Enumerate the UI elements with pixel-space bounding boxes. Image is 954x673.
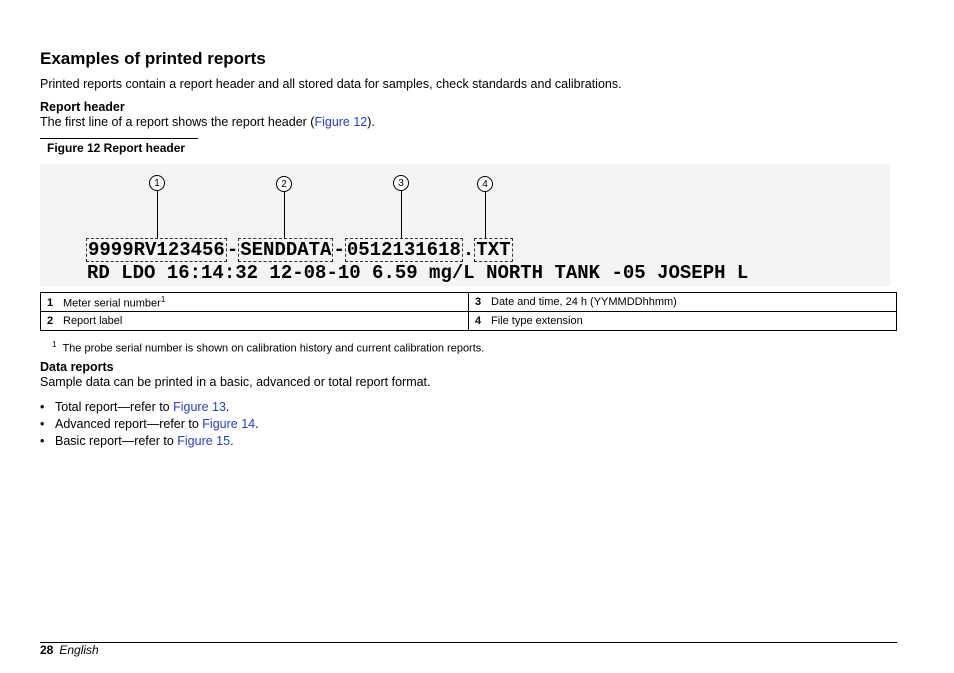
callout-4: 4 (477, 176, 493, 192)
section-title: Examples of printed reports (40, 49, 266, 68)
footer-rule (40, 642, 897, 643)
footnote (52, 340, 484, 355)
data-reports-heading: Data reports (40, 360, 114, 374)
bullet-icon: • (40, 417, 45, 431)
data-reports-intro: Sample data can be printed in a basic, advanced or total report format. (40, 375, 431, 389)
footnote-text: The probe serial number is shown on calibration history and current calibration reports. (62, 342, 485, 355)
legend-text: Report label (63, 315, 123, 327)
list-item (40, 400, 259, 417)
separator-1: - (226, 239, 239, 261)
legend-cell (469, 293, 897, 312)
date-time-segment: 0512131618 (346, 239, 461, 261)
callout-4-leader (485, 192, 486, 240)
report-data-line: RD LDO 16:14:32 12-08-10 6.59 mg/L NORTH TANK -05 JOSEPH L (87, 262, 749, 284)
list-item-text: Basic report—refer to (55, 434, 178, 448)
report-header-text (40, 115, 375, 130)
separator-2: - (333, 239, 345, 261)
list-item-after: . (225, 400, 230, 414)
separator-3: . (462, 239, 475, 261)
figure-15-link[interactable]: Figure 15 (177, 434, 231, 448)
legend-cell (41, 312, 469, 331)
footnote-reference: 1 (160, 294, 166, 304)
figure-13-link[interactable]: Figure 13 (173, 400, 226, 414)
legend-text: Date and time, 24 h (YYMMDDhhmm) (491, 296, 677, 308)
list-item-text: Advanced report—refer to (55, 417, 203, 431)
figure-caption: Figure 12 Report header (47, 141, 186, 155)
report-format-list (40, 400, 259, 451)
legend-text: Meter serial number (63, 297, 161, 310)
list-item (40, 417, 259, 434)
report-label-segment: SENDDATA (240, 239, 332, 261)
callout-1-leader (157, 191, 158, 240)
callout-3-leader (401, 191, 402, 240)
bullet-icon: • (40, 434, 45, 448)
legend-cell (41, 293, 469, 312)
legend-number: 3 (475, 296, 482, 308)
list-item-text: Total report—refer to (55, 400, 174, 414)
callout-1: 1 (149, 175, 165, 191)
list-item-after: . (255, 417, 259, 431)
serial-number-segment: 9999RV123456 (88, 239, 225, 261)
report-header-text-after: ). (367, 115, 375, 129)
report-header-line (86, 239, 513, 261)
figure-legend-table (40, 292, 897, 331)
legend-number: 1 (47, 297, 54, 310)
legend-text: File type extension (491, 315, 583, 327)
list-item-after: . (230, 434, 234, 448)
section-intro: Printed reports contain a report header and all stored data for samples, check standards and calibrations. (40, 77, 622, 91)
legend-number: 4 (475, 315, 482, 327)
callout-2: 2 (276, 176, 292, 192)
report-header-heading: Report header (40, 100, 125, 114)
table-row (41, 293, 897, 312)
footnote-mark: 1 (52, 340, 57, 349)
bullet-icon: • (40, 400, 45, 414)
callout-2-leader (284, 192, 285, 240)
page-number: 28 (40, 643, 54, 657)
page-footer (40, 643, 99, 657)
report-header-text-before: The first line of a report shows the report header ( (40, 115, 315, 129)
table-row (41, 312, 897, 331)
file-extension-segment: TXT (476, 239, 511, 261)
list-item (40, 434, 259, 451)
footer-language: English (59, 643, 99, 657)
figure-12-link[interactable]: Figure 12 (314, 115, 368, 129)
callout-3: 3 (393, 175, 409, 191)
legend-number: 2 (47, 315, 54, 327)
figure-caption-rule (40, 138, 198, 139)
figure-14-link[interactable]: Figure 14 (202, 417, 256, 431)
legend-cell (469, 312, 897, 331)
